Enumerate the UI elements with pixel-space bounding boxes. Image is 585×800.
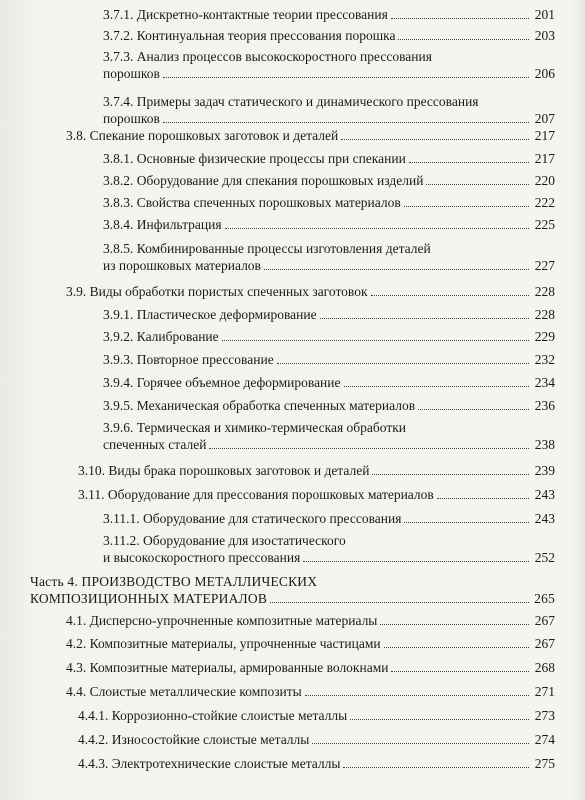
toc-page-number: 228 bbox=[534, 284, 555, 299]
toc-entry-title-line2: и высокоскоростного прессования bbox=[103, 550, 301, 565]
toc-entry bbox=[103, 240, 555, 274]
dot-leader bbox=[409, 162, 529, 163]
dot-leader bbox=[391, 18, 529, 19]
toc-entry bbox=[103, 328, 555, 345]
toc-entry-title: 3.9.3. Повторное прессование bbox=[103, 352, 274, 367]
dot-leader bbox=[371, 295, 529, 296]
dot-leader bbox=[350, 719, 529, 720]
dot-leader bbox=[341, 139, 529, 140]
toc-entry bbox=[66, 635, 555, 652]
toc-page-number: 243 bbox=[534, 511, 555, 526]
dot-leader bbox=[222, 340, 529, 341]
toc-page-number: 243 bbox=[534, 487, 555, 502]
dot-leader bbox=[391, 671, 529, 672]
toc-entry-title: 4.4.3. Электротехнические слоистые металлы bbox=[78, 756, 341, 771]
dot-leader bbox=[418, 409, 529, 410]
toc-entry bbox=[66, 283, 555, 300]
toc-page-number: 232 bbox=[534, 352, 555, 367]
dot-leader bbox=[303, 561, 529, 562]
dot-leader bbox=[344, 386, 530, 387]
toc-entry-title: 3.11.1. Оборудование для статического прессования bbox=[103, 511, 402, 526]
toc-page-number: 239 bbox=[534, 463, 555, 478]
toc-page-number: 268 bbox=[534, 660, 555, 675]
toc-entry-title: 3.9.5. Механическая обработка спеченных материалов bbox=[103, 398, 416, 413]
dot-leader bbox=[264, 269, 529, 270]
toc-page-number: 203 bbox=[534, 28, 555, 43]
toc-entry-title-line1: 3.7.3. Анализ процессов высокоскоростного прессования bbox=[103, 49, 432, 64]
dot-leader bbox=[437, 498, 529, 499]
toc-entry bbox=[103, 351, 555, 368]
toc-entry bbox=[103, 419, 555, 453]
dot-leader bbox=[380, 624, 529, 625]
toc-entry bbox=[103, 216, 555, 233]
toc-entry bbox=[103, 48, 555, 82]
toc-entry bbox=[103, 27, 555, 44]
toc-entry-title-line1: 3.9.6. Термическая и химико-термическая обработки bbox=[103, 420, 407, 435]
toc-entry-title-line1: 3.7.4. Примеры задач статического и динамического прессования bbox=[103, 94, 479, 109]
toc-entry bbox=[103, 6, 555, 23]
toc-page-number: 228 bbox=[534, 307, 555, 322]
toc-entry bbox=[66, 683, 555, 700]
page-edge-shadow bbox=[573, 0, 585, 800]
toc-entry-title: 3.7.1. Дискретно-контактные теории прессования bbox=[103, 7, 388, 22]
toc-entry-title-line2: из порошковых материалов bbox=[103, 258, 261, 273]
toc-entry bbox=[78, 486, 555, 503]
toc-entry bbox=[103, 306, 555, 323]
toc-page-number: 234 bbox=[534, 375, 555, 390]
dot-leader bbox=[404, 522, 529, 523]
toc-entry bbox=[66, 612, 555, 629]
toc-entry bbox=[103, 150, 555, 167]
toc-page-number: 238 bbox=[534, 437, 555, 452]
dot-leader bbox=[270, 602, 529, 603]
dot-leader bbox=[398, 39, 529, 40]
dot-leader bbox=[372, 474, 529, 475]
toc-entry-title-line2: спеченных сталей bbox=[103, 437, 207, 452]
toc-entry-title: 4.1. Дисперсно-упрочненные композитные материалы bbox=[66, 613, 378, 628]
toc-page-number: 267 bbox=[534, 636, 555, 651]
toc-page-number: 265 bbox=[534, 591, 555, 606]
dot-leader bbox=[384, 647, 529, 648]
toc-entry-title: 3.10. Виды брака порошковых заготовок и деталей bbox=[78, 463, 370, 478]
toc-page-number: 236 bbox=[534, 398, 555, 413]
toc-page-number: 227 bbox=[534, 258, 555, 273]
toc-entry-title-line2: порошков bbox=[103, 111, 160, 126]
toc-entry bbox=[66, 127, 555, 144]
toc-entry bbox=[78, 731, 555, 748]
toc-entry bbox=[103, 374, 555, 391]
toc-entry-title: 3.11. Оборудование для прессования порошковых материалов bbox=[78, 487, 434, 502]
toc-page-number: 229 bbox=[534, 329, 555, 344]
toc-entry-title-line2: порошков bbox=[103, 66, 160, 81]
dot-leader bbox=[404, 206, 529, 207]
toc-part-heading bbox=[30, 573, 555, 607]
toc-page-number: 225 bbox=[534, 217, 555, 232]
toc-entry bbox=[103, 510, 555, 527]
toc-entry bbox=[103, 172, 555, 189]
toc-entry-title: 3.8.4. Инфильтрация bbox=[103, 217, 222, 232]
toc-entry-title: 4.2. Композитные материалы, упрочненные частицами bbox=[66, 636, 381, 651]
toc-entry-title: 4.4. Слоистые металлические композиты bbox=[66, 684, 302, 699]
dot-leader bbox=[225, 228, 529, 229]
toc-entry-title: 3.9.2. Калибрование bbox=[103, 329, 219, 344]
toc-entry bbox=[103, 194, 555, 211]
toc-entry-title-line1: Часть 4. ПРОИЗВОДСТВО МЕТАЛЛИЧЕСКИХ bbox=[30, 574, 318, 589]
toc-entry-title: 3.7.2. Континуальная теория прессования порошка bbox=[103, 28, 396, 43]
toc-page-number: 206 bbox=[534, 66, 555, 81]
toc-entry-title: 3.8.1. Основные физические процессы при спекании bbox=[103, 151, 406, 166]
dot-leader bbox=[426, 184, 529, 185]
toc-entry-title: 4.4.2. Износостойкие слоистые металлы bbox=[78, 732, 310, 747]
toc-entry-title: 4.3. Композитные материалы, армированные волокнами bbox=[66, 660, 389, 675]
toc-entry bbox=[78, 707, 555, 724]
toc-entry bbox=[103, 532, 555, 566]
toc-entry bbox=[66, 659, 555, 676]
toc-entry bbox=[103, 93, 555, 127]
toc-entry-title: 3.8. Спекание порошковых заготовок и деталей bbox=[66, 128, 339, 143]
dot-leader bbox=[343, 767, 529, 768]
toc-page-number: 220 bbox=[534, 173, 555, 188]
dot-leader bbox=[312, 743, 529, 744]
toc-entry-title: 3.8.2. Оборудование для спекания порошковых изделий bbox=[103, 173, 424, 188]
toc-page-number: 252 bbox=[534, 550, 555, 565]
toc-page-number: 217 bbox=[534, 151, 555, 166]
toc-entry-title-line2: КОМПОЗИЦИОННЫХ МАТЕРИАЛОВ bbox=[30, 591, 268, 606]
toc-entry-title: 3.9. Виды обработки пористых спеченных заготовок bbox=[66, 284, 368, 299]
dot-leader bbox=[277, 363, 529, 364]
toc-entry bbox=[78, 755, 555, 772]
toc-page-number: 222 bbox=[534, 195, 555, 210]
toc-entry-title-line1: 3.11.2. Оборудование для изостатического bbox=[103, 533, 346, 548]
toc-page-number: 271 bbox=[534, 684, 555, 699]
dot-leader bbox=[163, 122, 529, 123]
toc-page-number: 274 bbox=[534, 732, 555, 747]
toc-page-number: 275 bbox=[534, 756, 555, 771]
toc-entry bbox=[78, 462, 555, 479]
toc-entry-title-line1: 3.8.5. Комбинированные процессы изготовления деталей bbox=[103, 241, 431, 256]
toc-page-number: 267 bbox=[534, 613, 555, 628]
dot-leader bbox=[305, 695, 529, 696]
toc-entry-title: 3.9.4. Горячее объемное деформирование bbox=[103, 375, 341, 390]
dot-leader bbox=[320, 318, 529, 319]
toc-page-number: 273 bbox=[534, 708, 555, 723]
toc-entry-title: 4.4.1. Коррозионно-стойкие слоистые металлы bbox=[78, 708, 348, 723]
dot-leader bbox=[209, 448, 529, 449]
toc-page-number: 217 bbox=[534, 128, 555, 143]
toc-entry bbox=[103, 397, 555, 414]
toc-page-number: 207 bbox=[534, 111, 555, 126]
dot-leader bbox=[163, 77, 529, 78]
toc-entry-title: 3.9.1. Пластическое деформирование bbox=[103, 307, 317, 322]
toc-page-number: 201 bbox=[534, 7, 555, 22]
toc-entry-title: 3.8.3. Свойства спеченных порошковых материалов bbox=[103, 195, 401, 210]
